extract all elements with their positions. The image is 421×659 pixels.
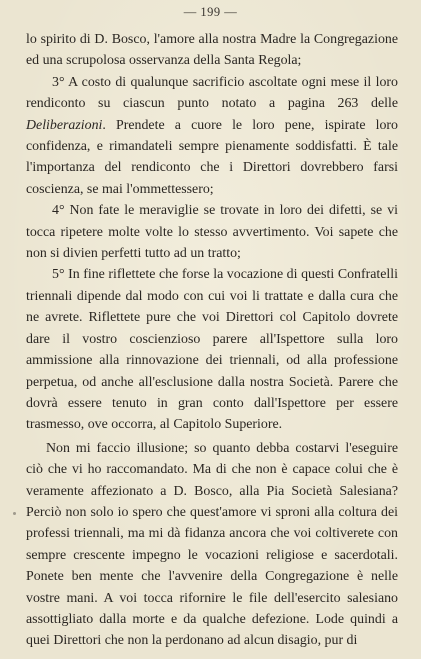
paragraph-item-4: 4° Non fate le meraviglie se trovate in loro dei difetti, se vi tocca ripetere molte volte lo stesso avvertimento. Voi sapete che non si divien perfetti tutto ad un tratto; — [26, 203, 398, 262]
page-number: — 199 — — [183, 5, 238, 19]
italic-title: Deliberazioni — [26, 117, 103, 133]
paragraph-item-5: 5° In fine riflettete che forse la vocazione di questi Confratelli triennali dipende dal modo con cui voi li trattate e dalla cura che ne avrete. Riflettete pure che voi Direttori col Capitolo dovrete dare il vostro coscienzioso parere all'Ispettore sulla loro ammissione alla rinnovazione dei triennali, od alla professione perpetua, od anche all'esclusione dalla nostra Società. Parere che dovrà essere tenuto in gran conto dall'Ispettore per essere trasmesso, ove occorra, al Capitolo Superiore. — [26, 267, 398, 433]
paragraph-item-3: 3° A costo di qualunque sacrificio ascoltate ogni mese il loro rendiconto su ciascun punto notato a pagina 263 delle Deliberazioni. Prendete a cuore le loro pene, ispirate loro confidenza, e rimandateli sempre pienamente soddisfatti. È tale l'importanza del rendiconto che i Direttori dovrebbero farsi coscienza, se mai l'ommettessero; — [26, 74, 398, 197]
body-text — [26, 29, 398, 652]
paper-speck — [13, 512, 16, 515]
paragraph-closing: Non mi faccio illusione; so quanto debba costarvi l'eseguire ciò che vi ho raccomandato. Ma di che non è capace colui che è veramente affezionato a D. Bosco, alla Pia Società Salesiana? Perciò non solo io spero che quest'amore vi sproni alla coltura dei professi triennali, ma mi dà fidanza ancora che voi coltiverete con sempre crescente impegno le vocazioni religiose e sacerdotali. Ponete ben mente che l'avvenire della Congregazione è nelle vostre mani. A voi tocca rifornire le file dell'esercito salesiano assottigliato dalla morte e da qualche defezione. Lode quindi a quei Direttori che non la perdonano ad alcun disagio, pur di — [26, 440, 398, 649]
paragraph-continuation: lo spirito di D. Bosco, l'amore alla nostra Madre la Congregazione ed una scrupolosa osservanza della Santa Regola; — [26, 32, 398, 69]
